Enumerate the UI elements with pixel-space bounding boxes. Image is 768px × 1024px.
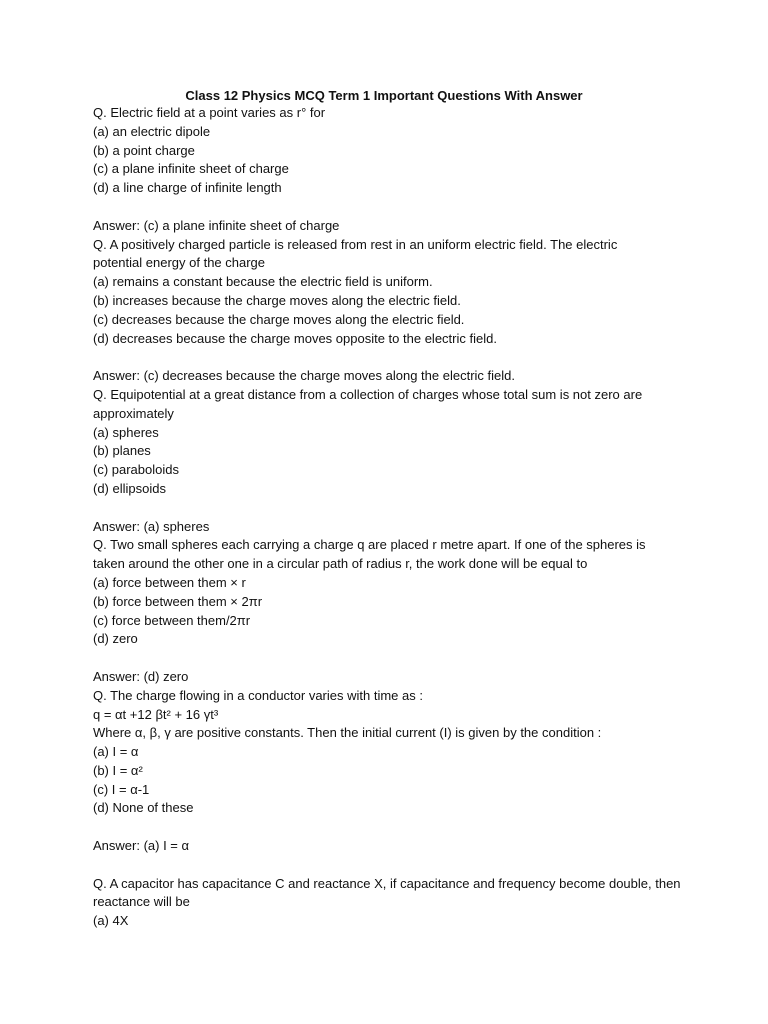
option-text: (a) 4X (93, 913, 129, 929)
option-text: (b) planes (93, 443, 151, 459)
option-text: (c) a plane infinite sheet of charge (93, 161, 289, 177)
text-line: q = αt +12 βt² + 16 γt³ (93, 706, 219, 722)
blank-line (93, 649, 693, 668)
option-text: (d) None of these (93, 800, 194, 816)
question-text: Q. A capacitor has capacitance C and reactance X, if capacitance and frequency become double, then (93, 875, 681, 891)
answer-text: Answer: (c) a plane infinite sheet of charge (93, 217, 340, 233)
option-text: (a) an electric dipole (93, 123, 211, 139)
option-text: (d) decreases because the charge moves opposite to the electric field. (93, 330, 497, 346)
option-text: (a) force between them × r (93, 574, 246, 590)
option-text: (b) increases because the charge moves along the electric field. (93, 292, 461, 308)
answer-text: Answer: (a) spheres (93, 518, 210, 534)
option-text: (d) zero (93, 631, 138, 647)
option-text: (c) decreases because the charge moves along the electric field. (93, 311, 465, 327)
answer-text: Answer: (c) decreases because the charge moves along the electric field. (93, 368, 515, 384)
blank-line (93, 499, 693, 518)
option-text: (a) spheres (93, 424, 159, 440)
answer-text: Answer: (a) I = α (93, 838, 190, 854)
question-text: Q. Two small spheres each carrying a charge q are placed r metre apart. If one of the spheres is (93, 537, 646, 553)
text-line: taken around the other one in a circular path of radius r, the work done will be equal to (93, 556, 588, 572)
option-text: (b) I = α² (93, 762, 143, 778)
blank-line (93, 856, 693, 875)
option-text: (d) ellipsoids (93, 480, 166, 496)
text-line: reactance will be (93, 894, 190, 910)
text-line: potential energy of the charge (93, 255, 266, 271)
option-text: (c) force between them/2πr (93, 612, 251, 628)
text-line: approximately (93, 405, 174, 421)
option-text: (b) a point charge (93, 142, 195, 158)
option-text: (a) remains a constant because the electric field is uniform. (93, 274, 433, 290)
text-line: Where α, β, γ are positive constants. Then the initial current (I) is given by the condition : (93, 725, 602, 741)
page-title: Class 12 Physics MCQ Term 1 Important Questions With Answer (185, 88, 583, 103)
blank-line (93, 818, 693, 837)
question-text: Q. The charge flowing in a conductor varies with time as : (93, 687, 423, 703)
answer-text: Answer: (d) zero (93, 668, 189, 684)
blank-line (93, 348, 693, 367)
document-body (93, 104, 693, 931)
option-text: (a) I = α (93, 744, 139, 760)
question-text: Q. Equipotential at a great distance from a collection of charges whose total sum is not zero are (93, 386, 643, 402)
question-text: Q. Electric field at a point varies as r° for (93, 105, 326, 120)
blank-line (93, 198, 693, 217)
option-text: (d) a line charge of infinite length (93, 180, 282, 196)
option-text: (c) I = α-1 (93, 781, 150, 797)
option-text: (c) paraboloids (93, 462, 179, 478)
question-text: Q. A positively charged particle is released from rest in an uniform electric field. The electric (93, 236, 618, 252)
option-text: (b) force between them × 2πr (93, 593, 263, 609)
